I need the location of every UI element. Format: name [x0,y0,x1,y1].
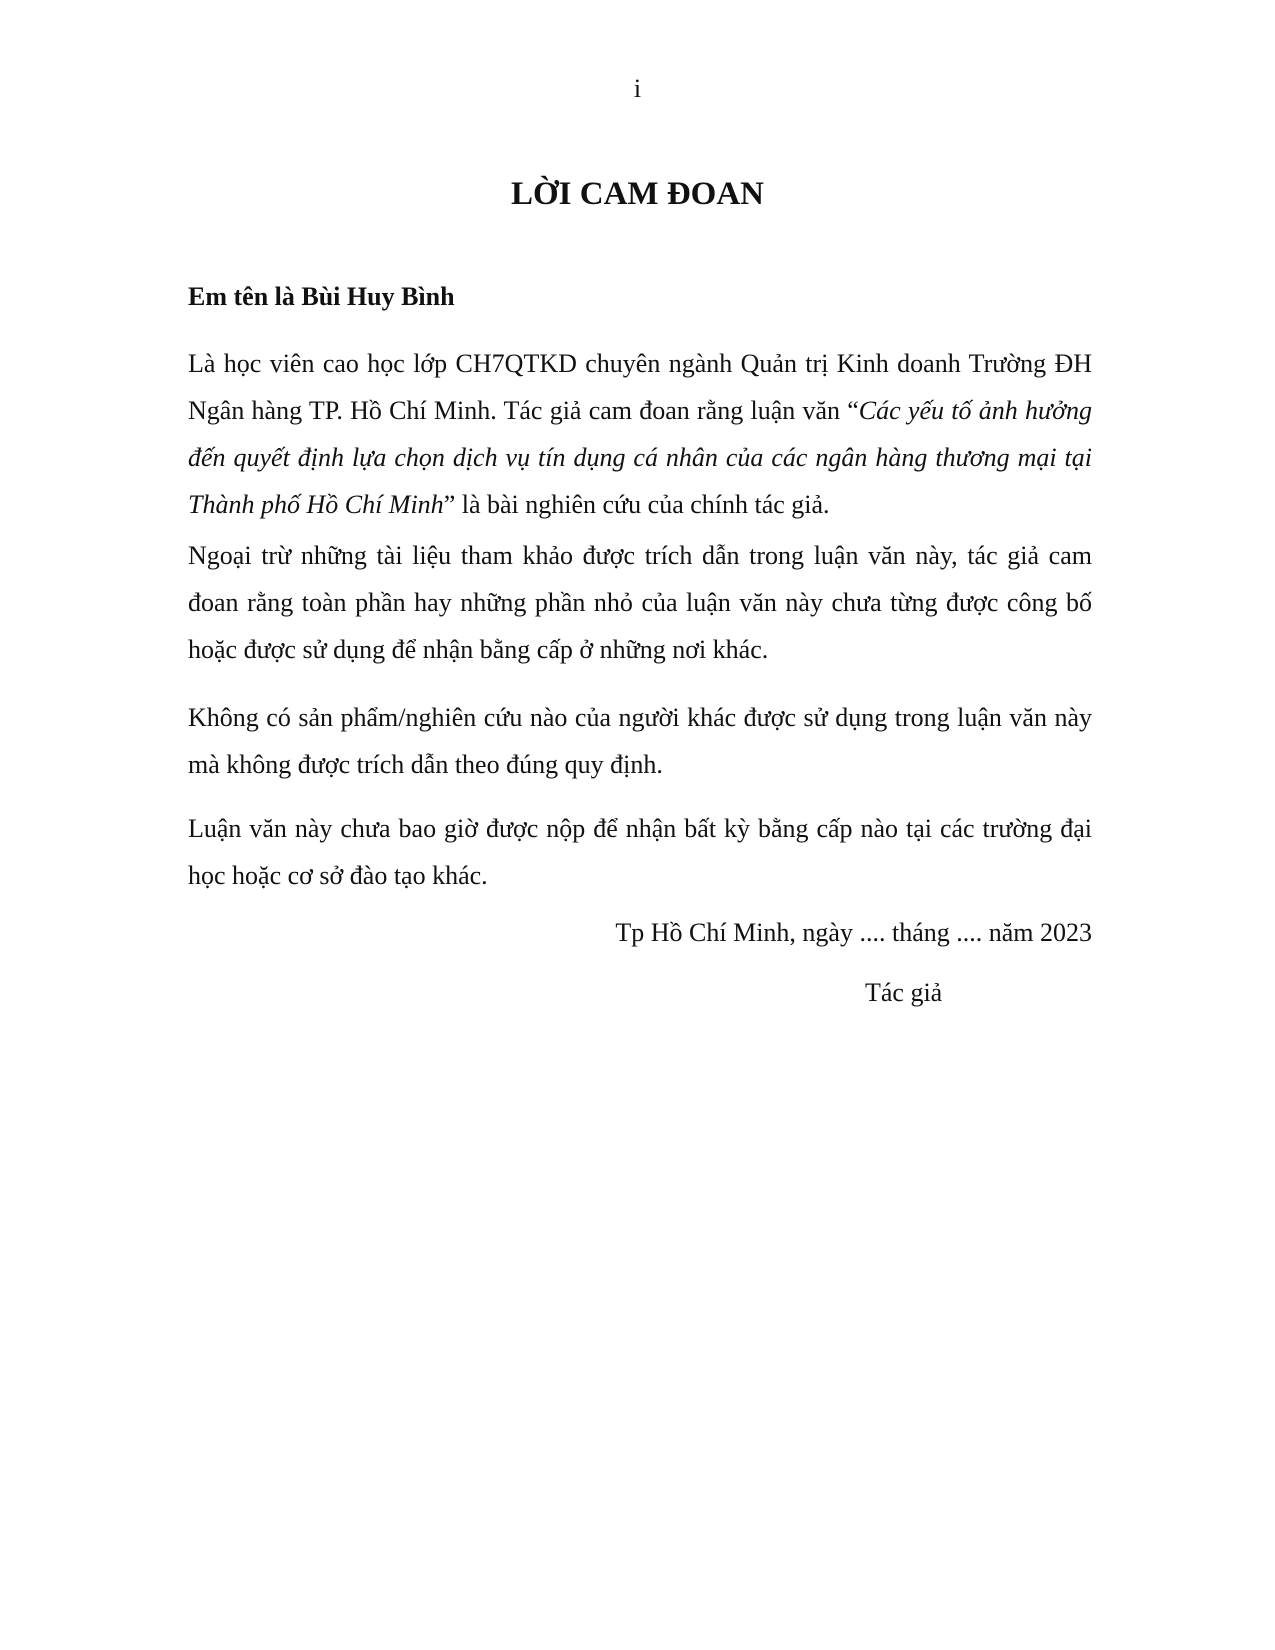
signature-date-line: Tp Hồ Chí Minh, ngày .... tháng .... năm 2023 [615,918,1092,947]
signature-role: Tác giả [865,978,943,1007]
declaration-paragraph-1 [188,340,1092,528]
declaration-title: LỜI CAM ĐOAN [511,176,764,212]
paragraph-1-intro: Là học viên cao học lớp CH7QTKD chuyên ngành Quản trị Kinh doanh Trường ĐH Ngân hàng TP. Hồ Chí Minh. Tác giả cam đoan rằng luận văn “ [188,349,1092,425]
author-line: Em tên là Bùi Huy Bình [188,282,455,311]
declaration-paragraph-2: Ngoại trừ những tài liệu tham khảo được trích dẫn trong luận văn này, tác giả cam đoan rằng toàn phần hay những phần nhỏ của luận văn này chưa từng được công bố hoặc được sử dụng để nhận bằng cấp ở những nơi khác. [188,541,1092,664]
declaration-paragraph-4: Luận văn này chưa bao giờ được nộp để nhận bất kỳ bằng cấp nào tại các trường đại học hoặc cơ sở đào tạo khác. [188,814,1092,890]
paragraph-1-outro: ” là bài nghiên cứu của chính tác giả. [443,490,830,519]
page-number: i [633,74,642,103]
thesis-title: Các yếu tố ảnh hưởng đến quyết định lựa chọn dịch vụ tín dụng cá nhân của các ngân hàng thương mại tại Thành phố Hồ Chí Minh [188,396,1092,519]
declaration-paragraph-3: Không có sản phẩm/nghiên cứu nào của người khác được sử dụng trong luận văn này mà không được trích dẫn theo đúng quy định. [188,703,1092,779]
